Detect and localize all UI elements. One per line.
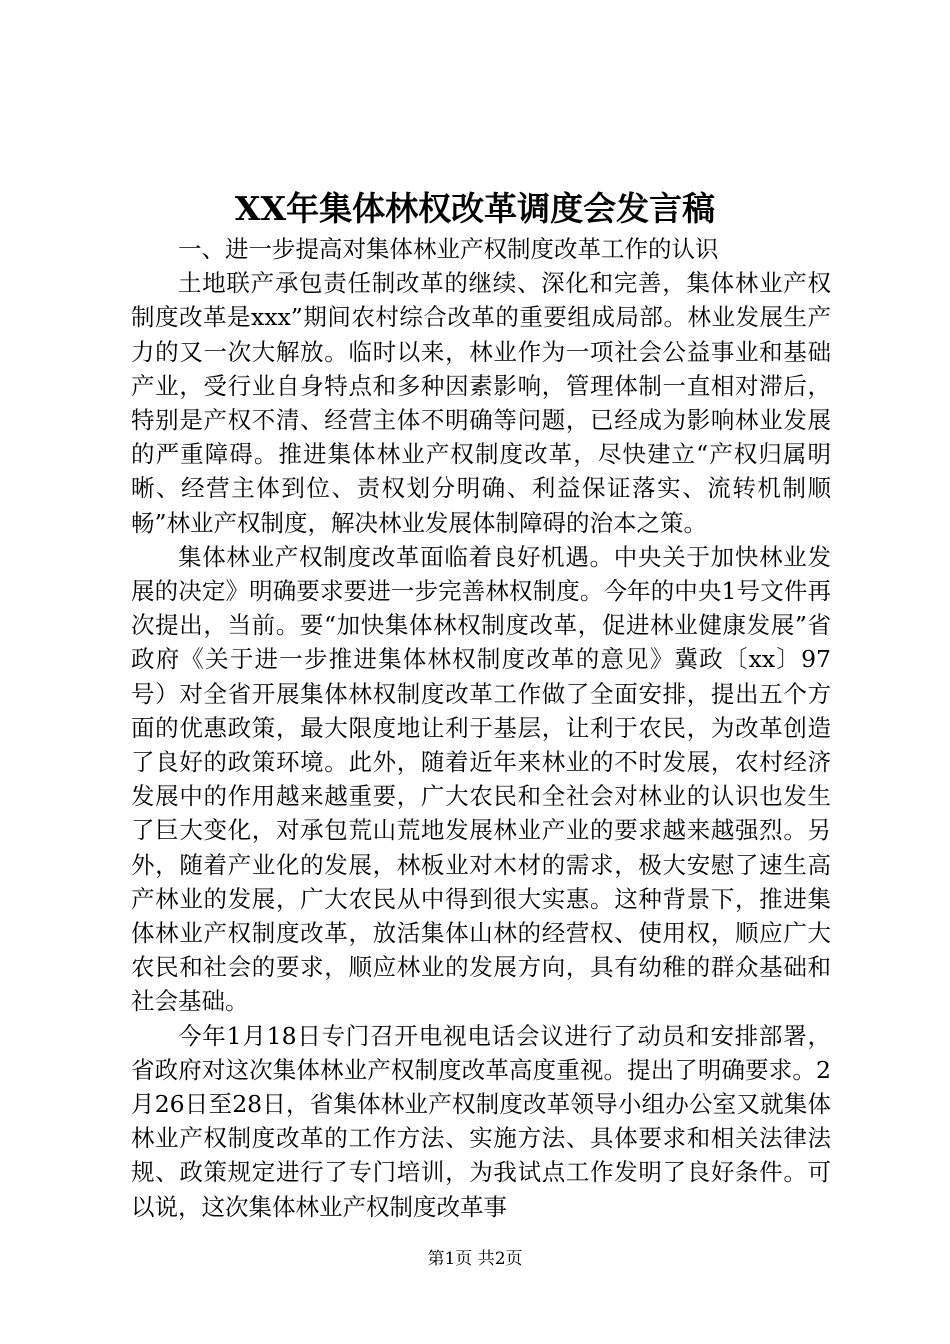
- section-heading: 一、进一步提高对集体林业产权制度改革工作的认识: [178, 235, 719, 263]
- document-body: [131, 232, 831, 1224]
- paragraph-1: 土地联产承包责任制改革的继续、深化和完善，集体林业产权制度改革是xxx”期间农村综合改革的重要组成局部。林业发展生产力的又一次大解放。临时以来，林业作为一项社会公益事业和基础产业，受行业自身特点和多种因素影响，管理体制一直相对滞后，特别是产权不清、经营主体不明确等问题，已经成为影响林业发展的严重障碍。推进集体林业产权制度改革，尽快建立“产权归属明晰、经营主体到位、责权划分明确、利益保证落实、流转机制顺畅”林业产权制度，解决林业发展体制障碍的治本之策。: [131, 269, 831, 537]
- paragraph-2: 集体林业产权制度改革面临着良好机遇。中央关于加快林业发展的决定》明确要求要进一步完善林权制度。今年的中央1号文件再次提出，当前。要“加快集体林权制度改革，促进林业健康发展”省政府《关于进一步推进集体林权制度改革的意见》冀政〔xx〕97号）对全省开展集体林权制度改革工作做了全面安排，提出五个方面的优惠政策，最大限度地让利于基层，让利于农民，为改革创造了良好的政策环境。此外，随着近年来林业的不时发展，农村经济发展中的作用越来越重要，广大农民和全社会对林业的认识也发生了巨大变化，对承包荒山荒地发展林业产业的要求越来越强烈。另外，随着产业化的发展，林板业对木材的需求，极大安慰了速生高产林业的发展，广大农民从中得到很大实惠。这种背景下，推进集体林业产权制度改革，放活集体山林的经营权、使用权，顺应广大农民和社会的要求，顺应林业的发展方向，具有幼稚的群众基础和社会基础。: [131, 542, 831, 1016]
- paragraph-3: 今年1月18日专门召开电视电话会议进行了动员和安排部署，省政府对这次集体林业产权制度改革高度重视。提出了明确要求。2月26日至28日，省集体林业产权制度改革领导小组办公室又就集体林业产权制度改革的工作方法、实施方法、具体要求和相关法律法规、政策规定进行了专门培训，为我试点工作发明了良好条件。可以说，这次集体林业产权制度改革事: [131, 1021, 831, 1221]
- page-title: XX年集体林权改革调度会发言稿: [234, 189, 716, 228]
- page-footer: 第1页 共2页: [427, 1249, 523, 1269]
